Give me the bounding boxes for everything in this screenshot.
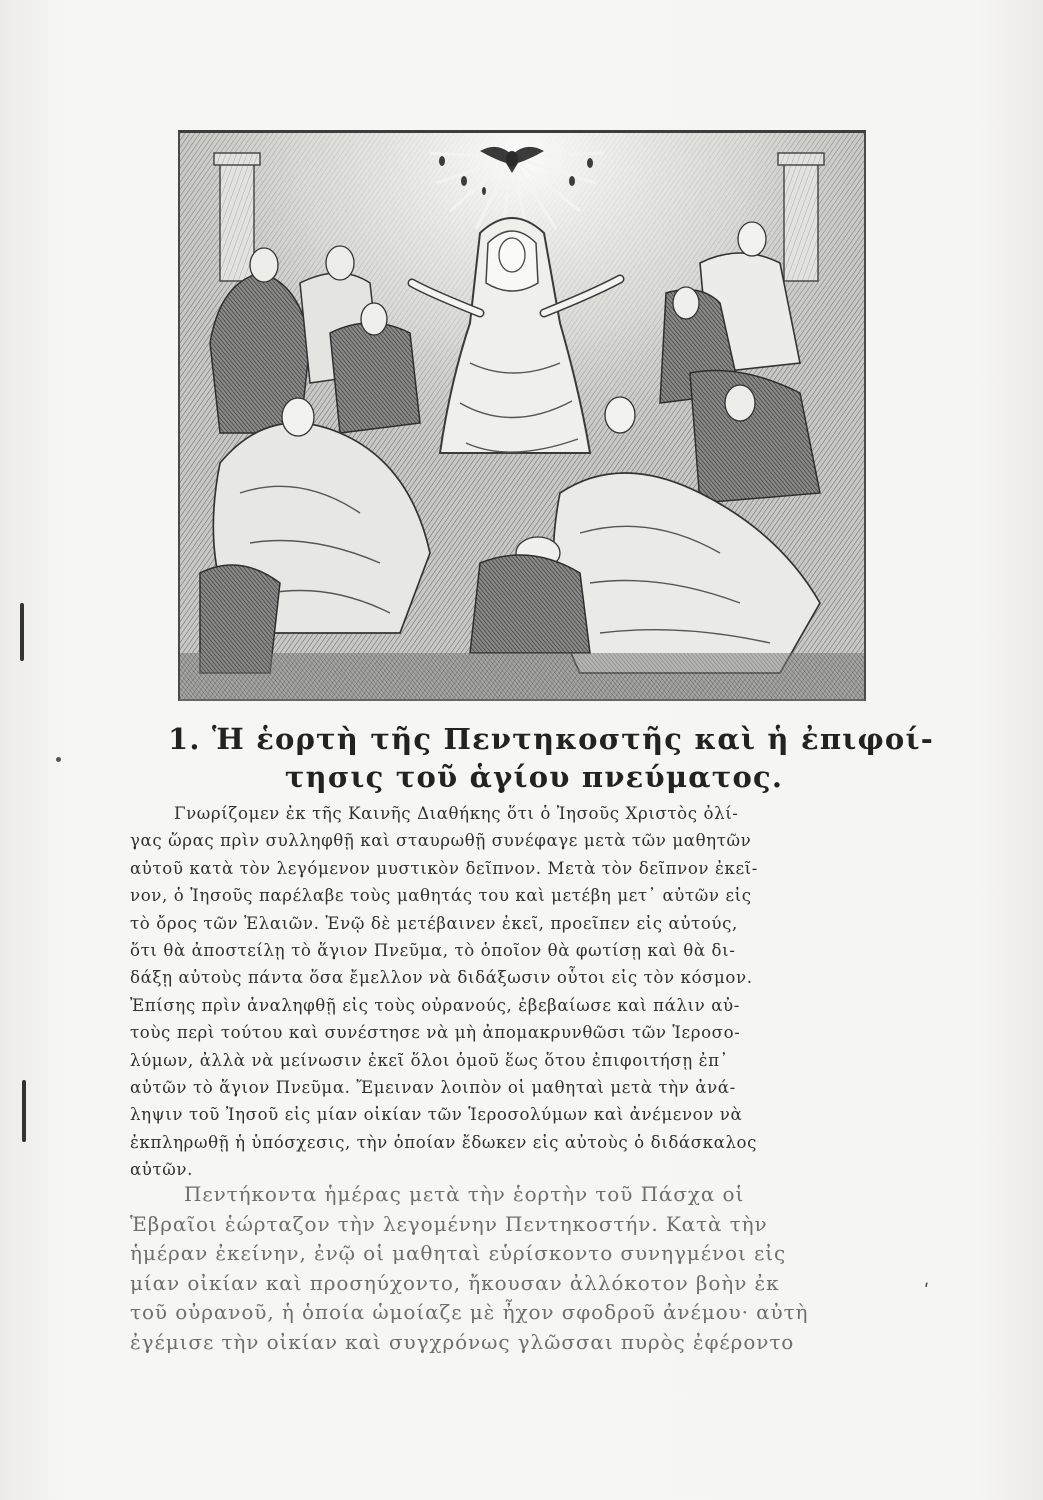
body-paragraph-1 [130,800,882,1183]
text-line: αὐτῶν τὸ ἅγιον Πνεῦμα. Ἔμειναν λοιπὸν οἱ μαθηταὶ μετὰ τὴν ἀνά- [130,1077,736,1097]
text-line: νον, ὁ Ἰησοῦς παρέλαβε τοὺς μαθητάς του καὶ μετέβη μετ᾿ αὐτῶν εἰς [130,886,752,906]
text-line: τοὺς περὶ τούτου καὶ συνέστησε νὰ μὴ ἀπομακρυνθῶσι τῶν Ἱεροσο- [130,1023,741,1043]
text-line: αὐτοῦ κατὰ τὸν λεγόμενον μυστικὸν δεῖπνον. Μετὰ τὸν δεῖπνον ἐκεῖ- [130,858,758,878]
margin-pencil-mark: ʹ [924,1281,930,1302]
chapter-heading [168,722,934,794]
text-line: ὅτι θὰ ἀποστείλῃ τὸ ἅγιον Πνεῦμα, τὸ ὁποῖον θὰ φωτίσῃ καὶ θὰ δι- [130,940,736,960]
body-paragraph-2 [130,1180,882,1357]
text-line: Γνωρίζομεν ἐκ τῆς Καινῆς Διαθήκης ὅτι ὁ Ἰησοῦς Χριστὸς ὀλί- [174,804,739,823]
text-line: δάξῃ αὐτοὺς πάντα ὅσα ἔμελλον νὰ διδάξωσιν οὗτοι εἰς τὸν κόσμον. [130,968,753,988]
text-line: ἡμέραν ἐκείνην, ἐνῷ οἱ μαθηταὶ εὑρίσκοντο συνηγμένοι εἰς [130,1241,787,1265]
text-line: ἐκπληρωθῇ ἡ ὑπόσχεσις, τὴν ὁποίαν ἔδωκεν εἰς αὐτοὺς ὁ διδάσκαλος [130,1132,758,1152]
text-line: αὐτῶν. [130,1160,193,1180]
ink-speck [56,757,61,762]
text-line: τοῦ οὐρανοῦ, ἡ ὁποία ὡμοίαζε μὲ ἦχον σφοδροῦ ἀνέμου· αὐτὴ [130,1300,809,1324]
pentecost-engraving [178,130,866,701]
text-line: ληψιν τοῦ Ἰησοῦ εἰς μίαν οἰκίαν τῶν Ἱεροσολύμων καὶ ἀνέμενον νὰ [130,1105,743,1125]
text-line: Ἑβραῖοι ἑώρταζον τὴν λεγομένην Πεντηκοστήν. Κατὰ τὴν [130,1211,768,1236]
text-line: Ἐπίσης πρὶν ἀναληφθῇ εἰς τοὺς οὐρανούς, ἐβεβαίωσε καὶ πάλιν αὐ- [130,995,740,1015]
heading-line-1: 1. Ἡ ἑορτὴ τῆς Πεντηκοστῆς καὶ ἡ ἐπιφοί- [168,722,934,756]
heading-line-2: τησις τοῦ ἁγίου πνεύματος. [284,760,784,794]
text-line: μίαν οἰκίαν καὶ προσηύχοντο, ἤκουσαν ἀλλόκοτον βοὴν ἐκ [130,1270,780,1295]
text-line: τὸ ὄρος τῶν Ἐλαιῶν. Ἐνῷ δὲ μετέβαινεν ἐκεῖ, προεῖπεν εἰς αὐτούς, [130,913,738,933]
engraving-artwork [180,133,864,699]
binding-mark-bottom [22,1080,26,1142]
text-line: γας ὥρας πρὶν συλληφθῇ καὶ σταυρωθῇ συνέφαγε μετὰ τῶν μαθητῶν [130,831,752,851]
text-line: ἐγέμισε τὴν οἰκίαν καὶ συγχρόνως γλῶσσαι πυρὸς ἐφέροντο [130,1329,795,1354]
text-line: Πεντήκοντα ἡμέρας μετὰ τὴν ἑορτὴν τοῦ Πάσχα οἱ [184,1182,745,1206]
text-line: λύμων, ἀλλὰ νὰ μείνωσιν ἐκεῖ ὅλοι ὁμοῦ ἕως ὅτου ἐπιφοιτήσῃ ἐπ᾿ [130,1050,729,1070]
binding-mark-top [20,603,24,661]
